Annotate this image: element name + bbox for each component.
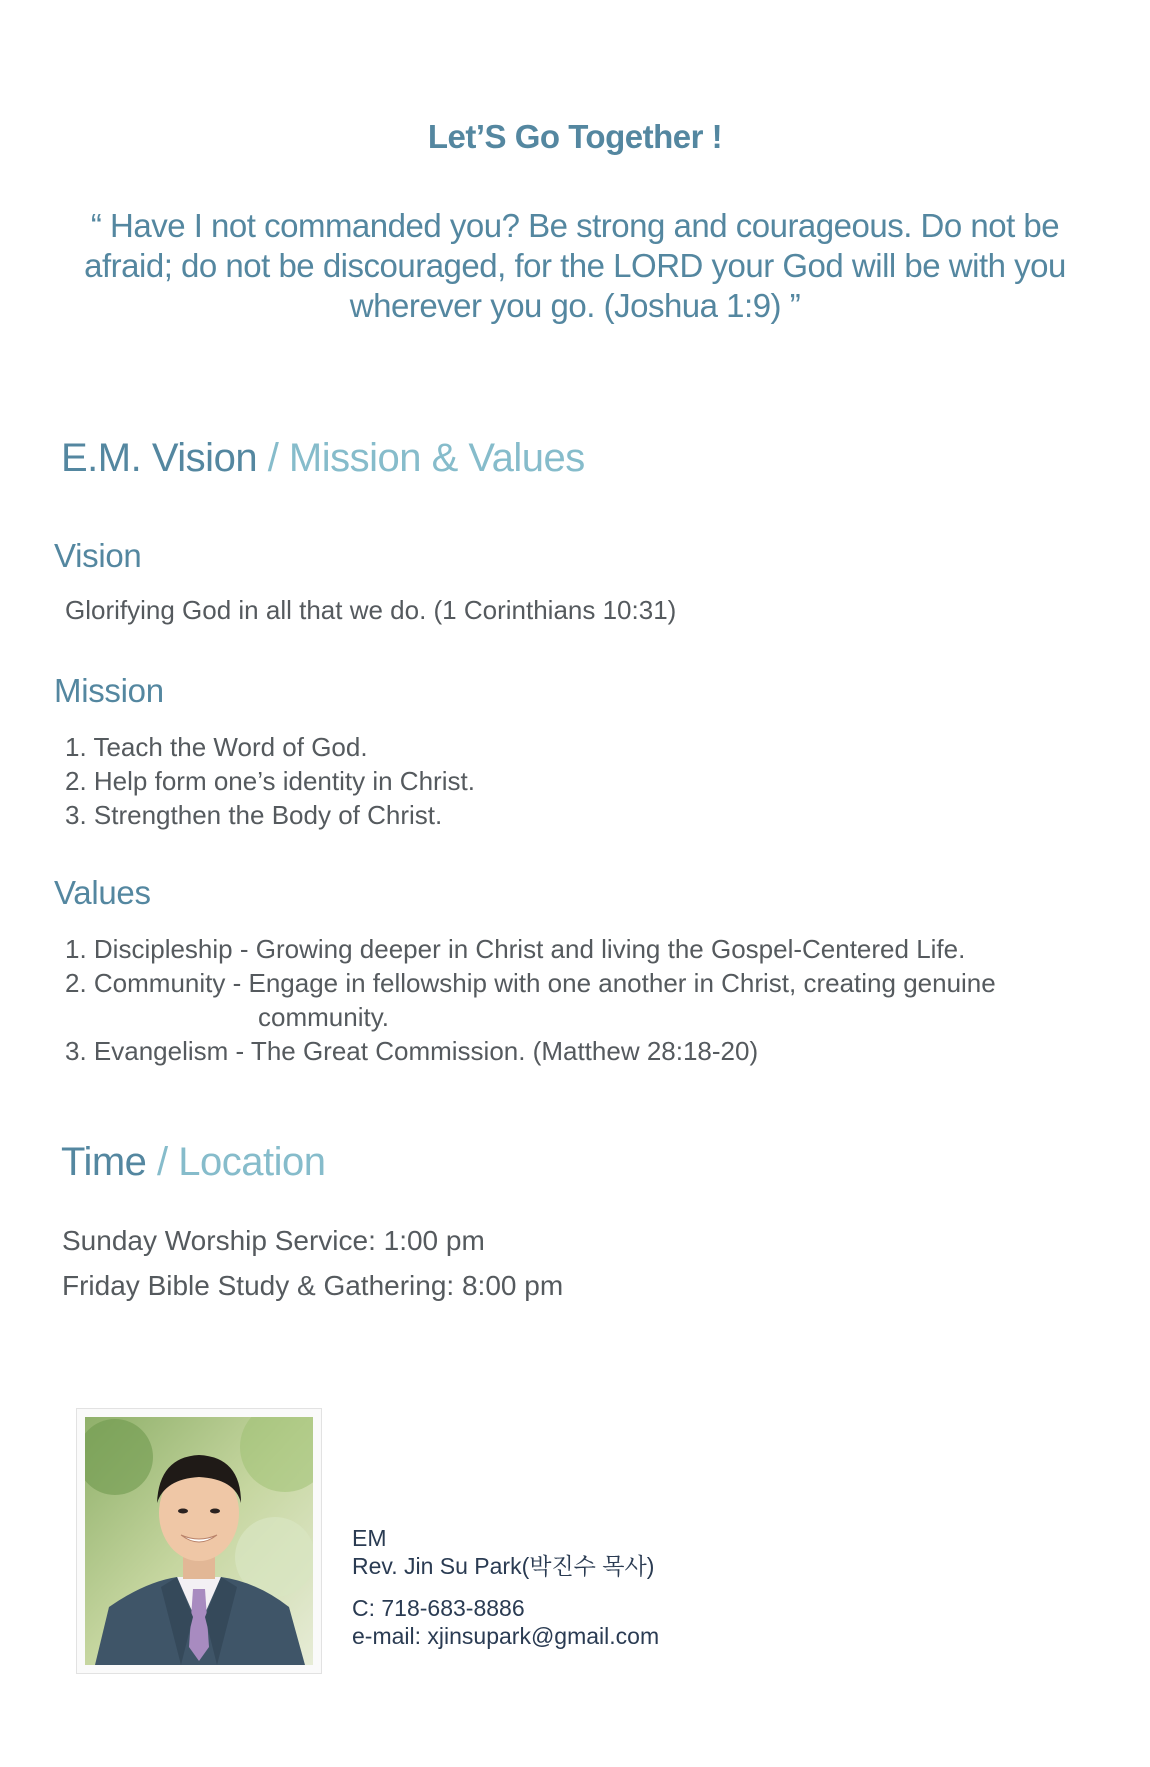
values-list bbox=[65, 932, 1105, 1068]
contact-phone: C: 718-683-8886 bbox=[352, 1595, 525, 1621]
values-item-continuation: community. bbox=[258, 1002, 389, 1032]
time-section-title bbox=[61, 1140, 326, 1185]
time-title-main: Time bbox=[61, 1140, 147, 1184]
mission-item: 2. Help form one’s identity in Christ. bbox=[65, 766, 475, 796]
tagline: Let’S Go Together ! bbox=[427, 118, 723, 155]
contact-email: e-mail: xjinsupark@gmail.com bbox=[352, 1623, 660, 1649]
scripture-verse: “ Have I not commanded you? Be strong and courageous. Do not be afraid; do not be discouraged, for the LORD your God will be with you wherever you go. (Joshua 1:9) ” bbox=[84, 207, 1066, 324]
vision-section-title bbox=[61, 436, 585, 481]
schedule-item: Friday Bible Study & Gathering: 8:00 pm bbox=[62, 1270, 564, 1301]
mission-heading: Mission bbox=[54, 672, 164, 709]
mission-list bbox=[65, 730, 475, 832]
vision-title-main: E.M. Vision bbox=[61, 436, 258, 480]
vision-title-accent: / Mission & Values bbox=[267, 436, 585, 480]
mission-item: 3. Strengthen the Body of Christ. bbox=[65, 800, 443, 830]
contact-role: EM bbox=[352, 1525, 387, 1551]
values-item: 3. Evangelism - The Great Commission. (Matthew 28:18-20) bbox=[65, 1036, 759, 1066]
values-item: 1. Discipleship - Growing deeper in Christ and living the Gospel-Centered Life. bbox=[65, 934, 966, 964]
schedule-item: Sunday Worship Service: 1:00 pm bbox=[62, 1225, 485, 1256]
values-heading: Values bbox=[54, 874, 151, 911]
portrait-image bbox=[85, 1417, 313, 1665]
time-title-accent: / Location bbox=[157, 1140, 326, 1184]
vision-text: Glorifying God in all that we do. (1 Corinthians 10:31) bbox=[65, 595, 677, 625]
values-item: 2. Community - Engage in fellowship with one another in Christ, creating genuine bbox=[65, 968, 996, 998]
contact-name: Rev. Jin Su Park(박진수 목사) bbox=[352, 1553, 655, 1579]
pastor-photo bbox=[76, 1408, 322, 1674]
mission-item: 1. Teach the Word of God. bbox=[65, 732, 368, 762]
schedule-list bbox=[62, 1218, 563, 1308]
vision-heading: Vision bbox=[54, 537, 142, 574]
contact-block bbox=[352, 1524, 659, 1650]
